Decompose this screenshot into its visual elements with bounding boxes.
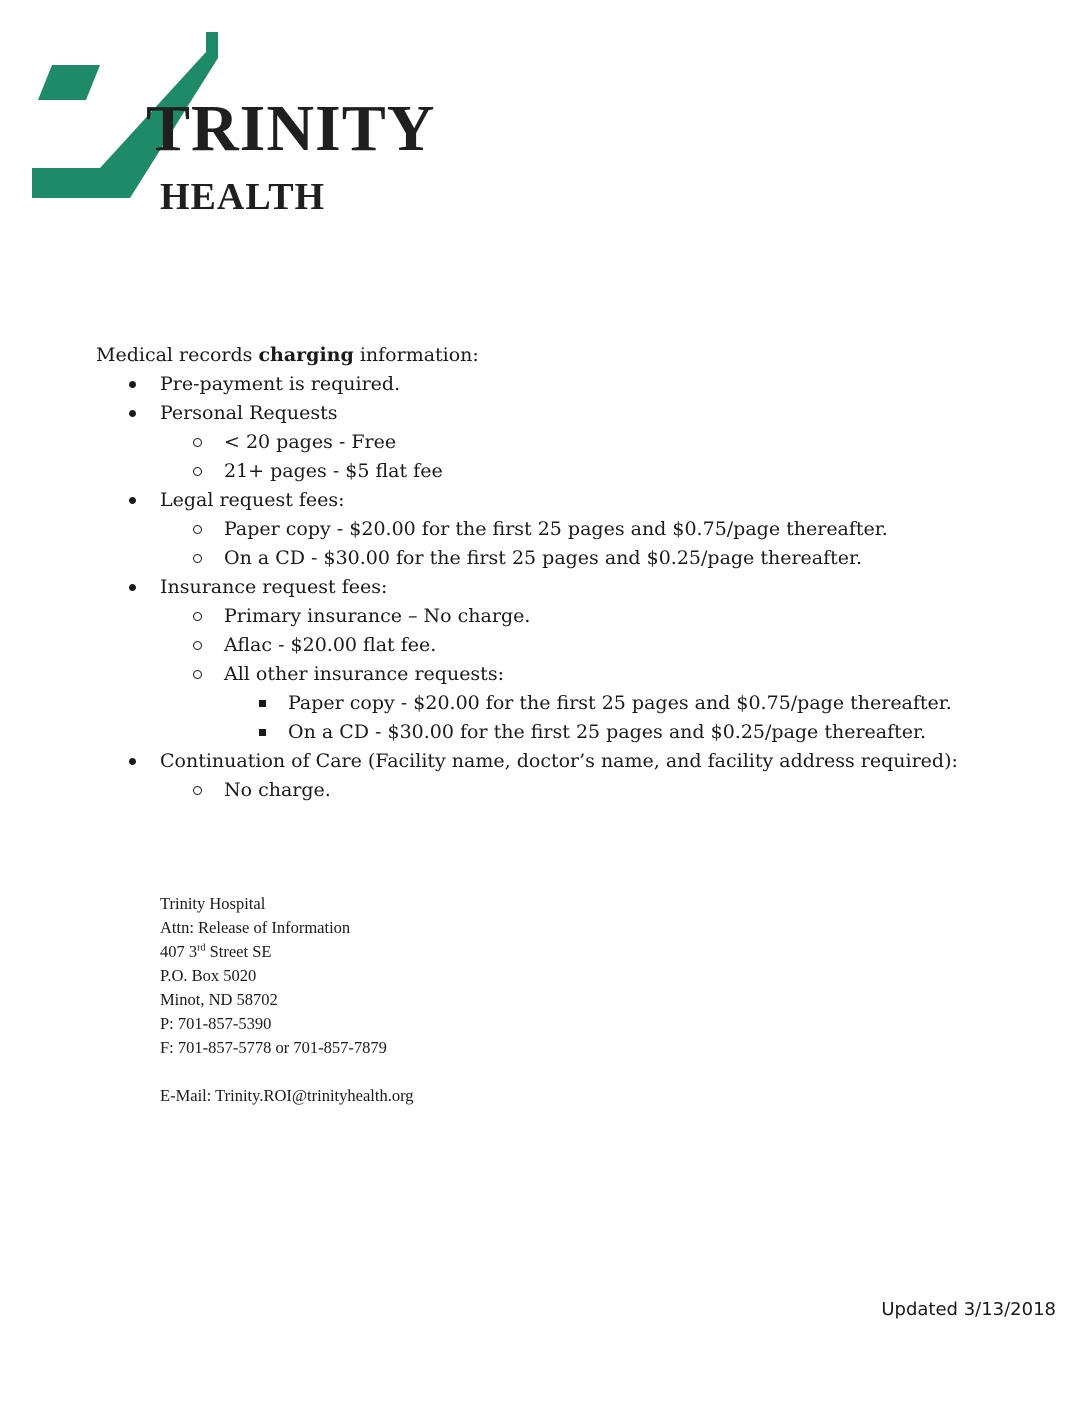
logo-health-text: HEALTH xyxy=(160,176,326,218)
contact-address xyxy=(160,892,414,1108)
item-text: < 20 pages - Free xyxy=(224,431,397,453)
item-text: No charge. xyxy=(224,779,331,801)
item-text: Legal request fees: xyxy=(160,489,345,511)
item-text: Personal Requests xyxy=(160,402,338,424)
circle-bullet-icon xyxy=(193,786,202,795)
intro-before: Medical records xyxy=(96,344,259,366)
street-suffix: rd xyxy=(197,942,206,954)
list-item xyxy=(160,515,1056,544)
insurance-sublist xyxy=(160,602,1056,747)
bullet-icon xyxy=(129,497,136,504)
list-item-insurance xyxy=(96,573,1056,747)
address-po-box: P.O. Box 5020 xyxy=(160,966,257,985)
item-text: On a CD - $30.00 for the first 25 pages and $0.25/page thereafter. xyxy=(288,721,927,743)
item-text: Aflac - $20.00 flat fee. xyxy=(224,634,437,656)
intro-after: information: xyxy=(353,344,479,366)
list-item-legal xyxy=(96,486,1056,573)
updated-date: Updated 3/13/2018 xyxy=(881,1299,1056,1320)
continuation-sublist xyxy=(160,776,1056,805)
list-item xyxy=(160,544,1056,573)
address-phone: P: 701-857-5390 xyxy=(160,1014,272,1033)
list-item xyxy=(160,776,1056,805)
charge-list xyxy=(96,370,1056,805)
address-name: Trinity Hospital xyxy=(160,894,266,913)
list-item-personal xyxy=(96,399,1056,486)
circle-bullet-icon xyxy=(193,525,202,534)
circle-bullet-icon xyxy=(193,554,202,563)
square-bullet-icon xyxy=(259,700,266,707)
charging-info xyxy=(96,340,1056,805)
list-item-continuation xyxy=(96,747,1056,805)
other-insurance-sublist xyxy=(224,689,1056,747)
address-city: Minot, ND 58702 xyxy=(160,990,278,1009)
logo-mark-top-bar xyxy=(38,65,100,100)
street-rest: Street SE xyxy=(205,942,272,961)
bullet-icon xyxy=(129,410,136,417)
item-text: 21+ pages - $5 flat fee xyxy=(224,460,443,482)
item-text: Paper copy - $20.00 for the first 25 pages and $0.75/page thereafter. xyxy=(224,518,888,540)
item-text: Continuation of Care (Facility name, doctor’s name, and facility address required): xyxy=(160,750,958,772)
item-text: Insurance request fees: xyxy=(160,576,388,598)
circle-bullet-icon xyxy=(193,438,202,447)
list-item xyxy=(160,660,1056,747)
list-item xyxy=(224,689,1056,718)
legal-sublist xyxy=(160,515,1056,573)
logo-trinity-text: TRINITY xyxy=(146,92,436,165)
circle-bullet-icon xyxy=(193,612,202,621)
item-text: Paper copy - $20.00 for the first 25 pages and $0.75/page thereafter. xyxy=(288,692,952,714)
item-text: Pre-payment is required. xyxy=(160,373,401,395)
personal-sublist xyxy=(160,428,1056,486)
intro-bold: charging xyxy=(258,344,354,366)
list-item-prepayment xyxy=(96,370,1056,399)
list-item xyxy=(160,428,1056,457)
bullet-icon xyxy=(129,381,136,388)
list-item xyxy=(224,718,1056,747)
address-fax: F: 701-857-5778 or 701-857-7879 xyxy=(160,1038,387,1057)
item-text: All other insurance requests: xyxy=(224,663,504,685)
circle-bullet-icon xyxy=(193,641,202,650)
intro-heading xyxy=(96,340,1056,370)
address-attn: Attn: Release of Information xyxy=(160,918,351,937)
street-number: 407 3 xyxy=(160,942,198,961)
item-text: Primary insurance – No charge. xyxy=(224,605,531,627)
trinity-health-logo xyxy=(30,30,470,220)
list-item xyxy=(160,631,1056,660)
list-item xyxy=(160,602,1056,631)
circle-bullet-icon xyxy=(193,467,202,476)
bullet-icon xyxy=(129,584,136,591)
item-text: On a CD - $30.00 for the first 25 pages and $0.25/page thereafter. xyxy=(224,547,863,569)
address-email: E-Mail: Trinity.ROI@trinityhealth.org xyxy=(160,1086,414,1105)
bullet-icon xyxy=(129,758,136,765)
address-street xyxy=(160,940,414,964)
square-bullet-icon xyxy=(259,729,266,736)
circle-bullet-icon xyxy=(193,670,202,679)
list-item xyxy=(160,457,1056,486)
